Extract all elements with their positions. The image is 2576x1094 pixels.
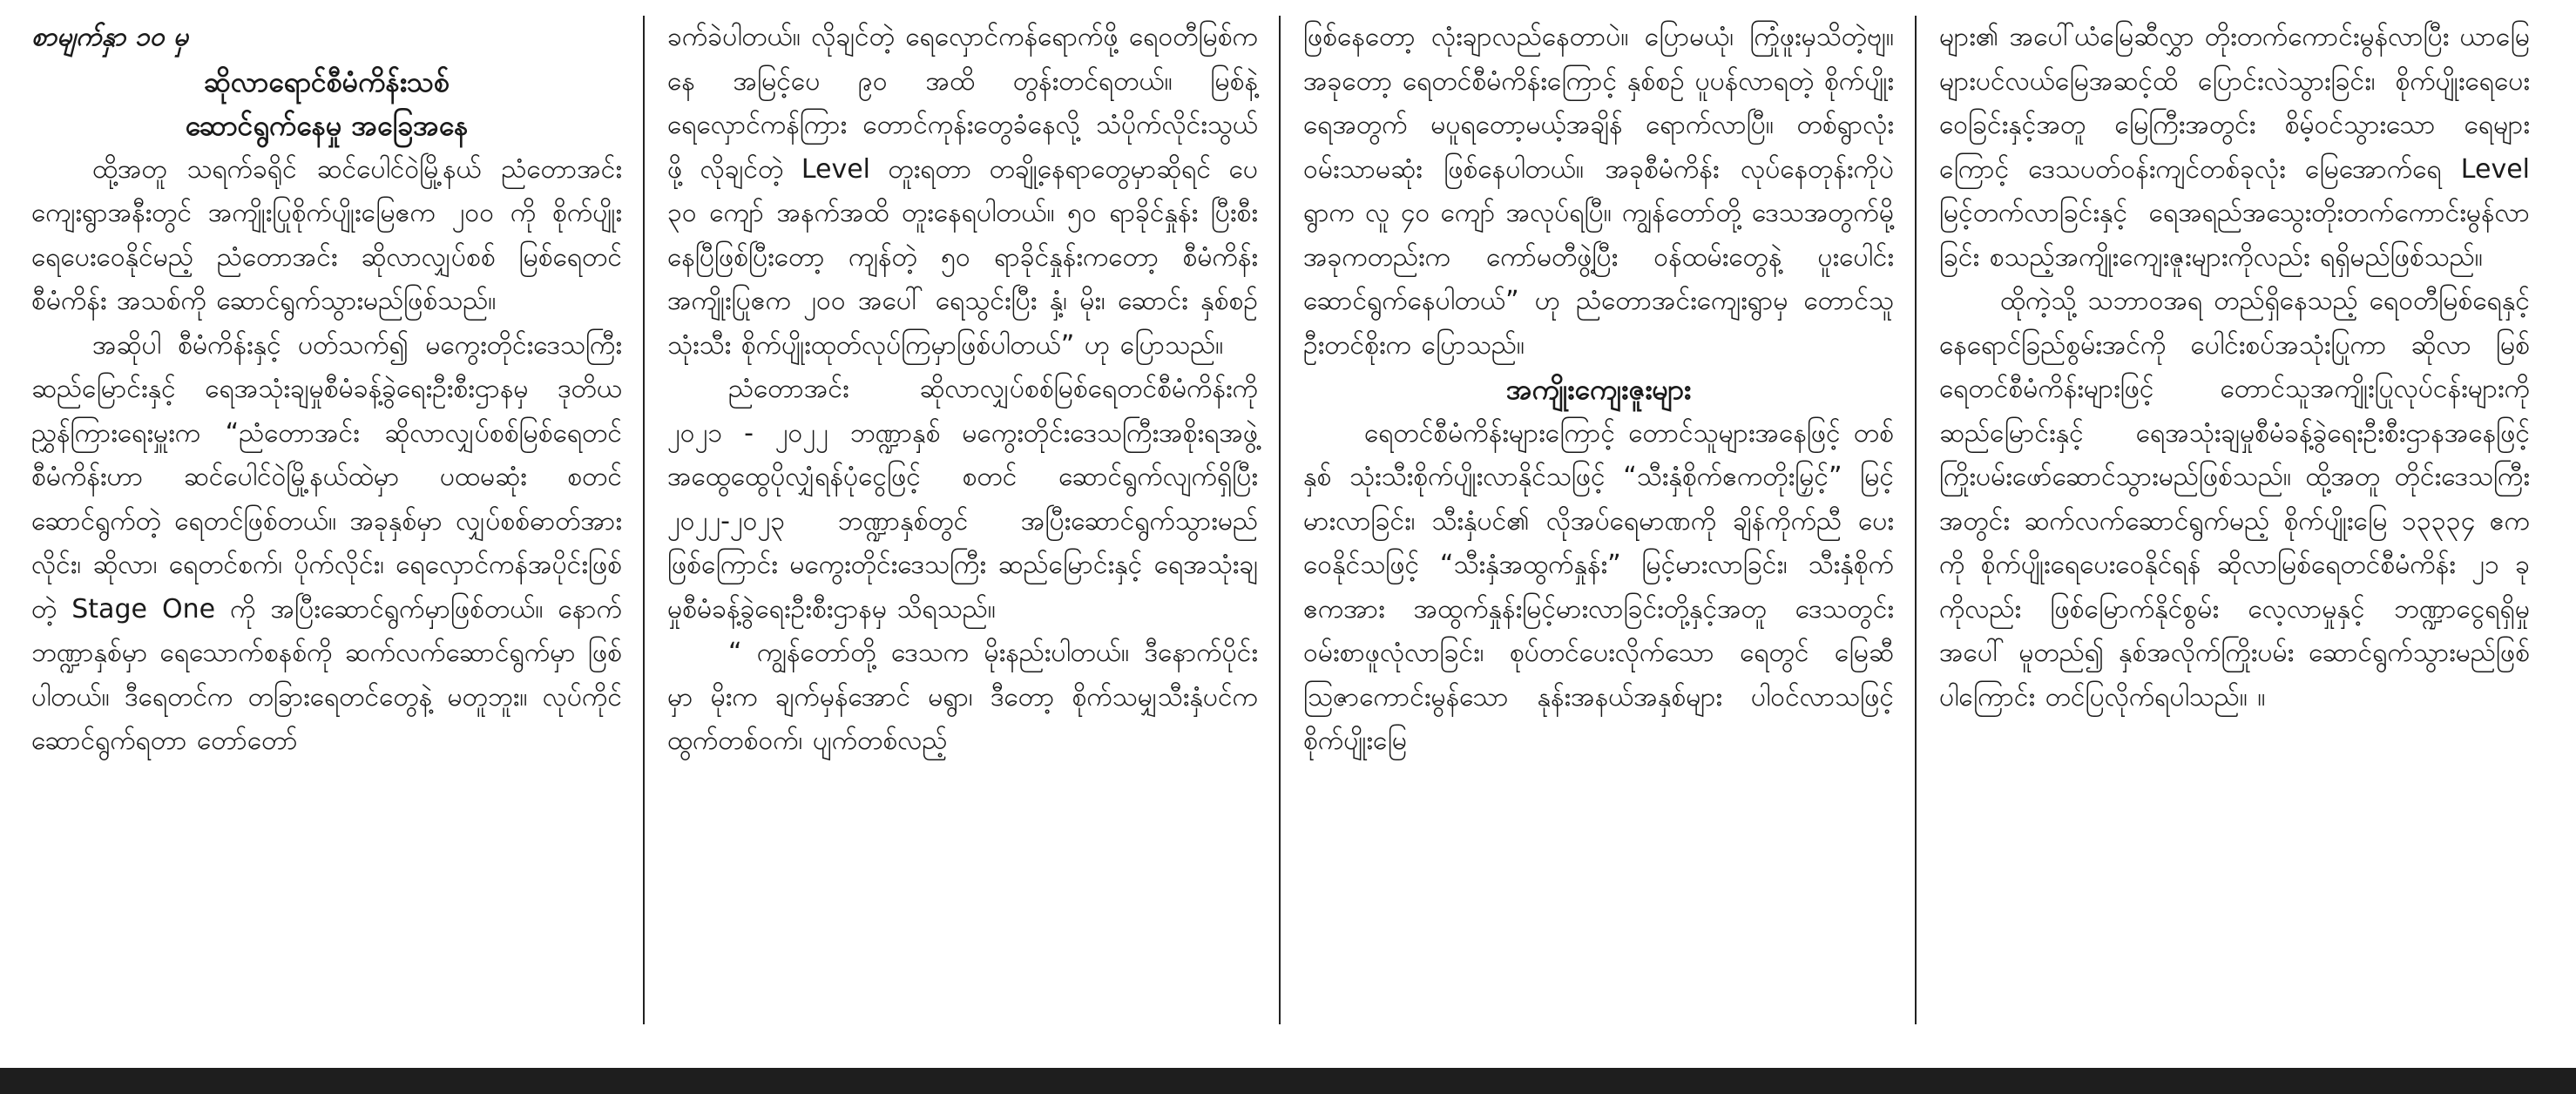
article-paragraph: ဖြစ်နေတော့ လုံးချာလည်နေတာပဲ။ ပြောမယုံ၊ ကြုံဖူးမှသိတဲ့ဗျ။ အခုတော့ ရေတင်စီမံကိန်းကြောင့် နှစ်စဉ် ပူပန်လာရတဲ့ စိုက်ပျိုးရေအတွက် မပူရတော့မယ့်အချိန် ရောက်လာပြီ။ တစ်ရွာလုံး ဝမ်းသာမဆုံး ဖြစ်နေပါတယ်။ အခုစီမံကိန်း လုပ်နေတုန်းကိုပဲ ရွာက လူ ၄၀ ကျော် အလုပ်ရပြီ။ ကျွန်တော်တို့ ဒေသအတွက်မို့ အခုကတည်းက ကော်မတီဖွဲ့ပြီး ဝန်ထမ်းတွေနဲ့ ပူးပေါင်း ဆောင်ရွက်နေပါတယ်” ဟု ညံတောအင်းကျေးရွာမှ တောင်သူဦးတင်စိုးက ပြောသည်။: [1303, 22, 1894, 361]
section-subheading: အကျိုးကျေးဇူးများ: [1505, 373, 1692, 406]
article-paragraph: “ ကျွန်တော်တို့ ဒေသက မိုးနည်းပါတယ်။ ဒီနောက်ပိုင်းမှာ မိုးက ချက်မှန်အောင် မရွာ၊ ဒီတော့ စိုက်သမျှသီးနှံပင်က ထွက်တစ်ဝက်၊ ပျက်တစ်လည့်: [667, 638, 1258, 756]
article-headline: ဆိုလာရောင်စီမံကိန်းသစ်: [204, 64, 450, 98]
continued-from-label: စာမျက်နှာ ၁၀ မှ: [31, 22, 189, 52]
article-column-2: [662, 16, 1263, 1056]
article-headline-line-2: ဆောင်ရွက်နေမှု အခြေအနေ: [185, 109, 469, 142]
article-paragraph: ရေတင်စီမံကိန်းများကြောင့် တောင်သူများအနေဖြင့် တစ်နှစ် သုံးသီးစိုက်ပျိုးလာနိုင်သဖြင့် “သီးနှံစိုက်ဧကတိုးမြှင့်” မြင့်မားလာခြင်း၊ သီးနှံပင်၏ လိုအပ်ရေမာဏကို ချိန်ကိုက်ညီ ပေးဝေနိုင်သဖြင့် “သီးနှံအထွက်နှုန်း” မြင့်မားလာခြင်း၊ သီးနှံစိုက်ဧကအား အထွက်နှုန်းမြင့်မားလာခြင်းတို့နှင့်အတူ ဒေသတွင်း ဝမ်းစာဖူလုံလာခြင်း၊ စုပ်တင်ပေးလိုက်သော ရေတွင် မြေဆီဩဇာကောင်းမွန်သော နုန်းအနယ်အနှစ်များ ပါဝင်လာသဖြင့် စိုက်ပျိုးမြေ: [1303, 417, 1894, 756]
column-divider: [643, 16, 645, 1024]
article-paragraph: များ၏ အပေါ်ယံမြေဆီလွှာ တိုးတက်ကောင်းမွန်လာပြီး ယာမြေများပင်လယ်မြေအဆင့်ထိ ပြောင်းလဲသွားခြင်း၊ စိုက်ပျိုးရေပေးဝေခြင်းနှင့်အတူ မြေကြီးအတွင်း စိမ့်ဝင်သွားသော ရေများကြောင့် ဒေသပတ်ဝန်းကျင်တစ်ခုလုံး မြေအောက်ရေ Level မြင့်တက်လာခြင်းနှင့် ရေအရည်အသွေးတိုးတက်ကောင်းမွန်လာခြင်း စသည့်အကျိုးကျေးဇူးများကိုလည်း ရရှိမည်ဖြစ်သည်။: [1939, 22, 2530, 273]
article-paragraph: ထိုကဲ့သို့ သဘာဝအရ တည်ရှိနေသည့် ရေဝတီမြစ်ရေနှင့် နေရောင်ခြည်စွမ်းအင်ကို ပေါင်းစပ်အသုံးပြုကာ ဆိုလာ မြစ်ရေတင်စီမံကိန်းများဖြင့် တောင်သူအကျိုးပြုလုပ်ငန်းများကို ဆည်မြောင်းနှင့် ရေအသုံးချမှုစီမံခန့်ခွဲရေးဦးစီးဌာနအနေဖြင့် ကြိုးပမ်းဖော်ဆောင်သွားမည်ဖြစ်သည်။ ထို့အတူ တိုင်းဒေသကြီးအတွင်း ဆက်လက်ဆောင်ရွက်မည့် စိုက်ပျိုးမြေ ၁၃၃၃၄ ဧကကို စိုက်ပျိုးရေပေးဝေနိုင်ရန် ဆိုလာမြစ်ရေတင်စီမံကိန်း ၂၁ ခုကိုလည်း ဖြစ်မြောက်နိုင်စွမ်း လေ့လာမှုနှင့် ဘဏ္ဍာငွေရရှိမှုအပေါ် မူတည်၍ နှစ်အလိုက်ကြိုးပမ်း ဆောင်ရွက်သွားမည်ဖြစ်ပါကြောင်း တင်ပြလိုက်ရပါသည်။ ။: [1939, 286, 2530, 712]
article-column-4: [1934, 16, 2535, 1056]
article-paragraph: ခက်ခဲပါတယ်။ လိုချင်တဲ့ ရေလှောင်ကန်ရောက်ဖို့ ရေဝတီမြစ်ကနေ အမြင့်ပေ ၉၀ အထိ တွန်းတင်ရတယ်။ မြစ်နဲ့ ရေလှောင်ကန်ကြား တောင်ကုန်းတွေခံနေလို့ သံပိုက်လိုင်းသွယ်ဖို့ လိုချင်တဲ့ Level တူးရတာ တချို့နေရာတွေမှာဆိုရင် ပေ ၃၀ ကျော် အနက်အထိ တူးနေရပါတယ်။ ၅၀ ရာခိုင်နှုန်း ပြီးစီးနေပြီဖြစ်ပြီးတော့ ကျန်တဲ့ ၅၀ ရာခိုင်နှုန်းကတော့ စီမံကိန်းအကျိုးပြုဧက ၂၀၀ အပေါ် ရေသွင်းပြီး နှံ့၊ မိုး၊ ဆောင်း နှစ်စဉ် သုံးသီး စိုက်ပျိုးထုတ်လုပ်ကြမှာဖြစ်ပါတယ်” ဟု ပြောသည်။: [667, 22, 1258, 361]
column-divider: [1915, 16, 1917, 1024]
column-divider: [1279, 16, 1281, 1024]
article-column-3: [1298, 16, 1899, 1056]
article-paragraph: ညံတောအင်း ဆိုလာလျှပ်စစ်မြစ်ရေတင်စီမံကိန်းကို ၂၀၂၁ - ၂၀၂၂ ဘဏ္ဍာနှစ် မကွေးတိုင်းဒေသကြီးအစိုးရအဖွဲ့ အထွေထွေပိုလျှံရန်ပုံငွေဖြင့် စတင် ဆောင်ရွက်လျက်ရှိပြီး ၂၀၂၂-၂၀၂၃ ဘဏ္ဍာနှစ်တွင် အပြီးဆောင်ရွက်သွားမည်ဖြစ်ကြောင်း မကွေးတိုင်းဒေသကြီး ဆည်မြောင်းနှင့် ရေအသုံးချမှုစီမံခန့်ခွဲရေးဦးစီးဌာနမှ သိရသည်။: [667, 374, 1258, 625]
article-paragraph: ထို့အတူ သရက်ခရိုင် ဆင်ပေါင်ဝဲမြို့နယ် ညံတောအင်းကျေးရွာအနီးတွင် အကျိုးပြုစိုက်ပျိုးမြေဧက ၂၀၀ ကို စိုက်ပျိုးရေပေးဝေနိုင်မည့် ညံတောအင်း ဆိုလာလျှပ်စစ် မြစ်ရေတင်စီမံကိန်း အသစ်ကို ဆောင်ရွက်သွားမည်ဖြစ်သည်။: [31, 153, 622, 316]
article-paragraph: အဆိုပါ စီမံကိန်းနှင့် ပတ်သက်၍ မကွေးတိုင်းဒေသကြီး ဆည်မြောင်းနှင့် ရေအသုံးချမှုစီမံခန့်ခွဲရေးဦးစီးဌာနမှ ဒုတိယညွှန်ကြားရေးမှူးက “ညံတောအင်း ဆိုလာလျှပ်စစ်မြစ်ရေတင်စီမံကိန်းဟာ ဆင်ပေါင်ဝဲမြို့နယ်ထဲမှာ ပထမဆုံး စတင်ဆောင်ရွက်တဲ့ ရေတင်ဖြစ်တယ်။ အခုနှစ်မှာ လျှပ်စစ်ဓာတ်အားလိုင်း၊ ဆိုလာ၊ ရေတင်စက်၊ ပိုက်လိုင်း၊ ရေလှောင်ကန်အပိုင်းဖြစ်တဲ့ Stage One ကို အပြီးဆောင်ရွက်မှာဖြစ်တယ်။ နောက် ဘဏ္ဍာနှစ်မှာ ရေသောက်စနစ်ကို ဆက်လက်ဆောင်ရွက်မှာ ဖြစ်ပါတယ်။ ဒီရေတင်က တခြားရေတင်တွေနဲ့ မတူဘူး။ လုပ်ကိုင်ဆောင်ရွက်ရတာ တော်တော်: [31, 329, 622, 756]
article-column-1: [26, 16, 627, 1056]
